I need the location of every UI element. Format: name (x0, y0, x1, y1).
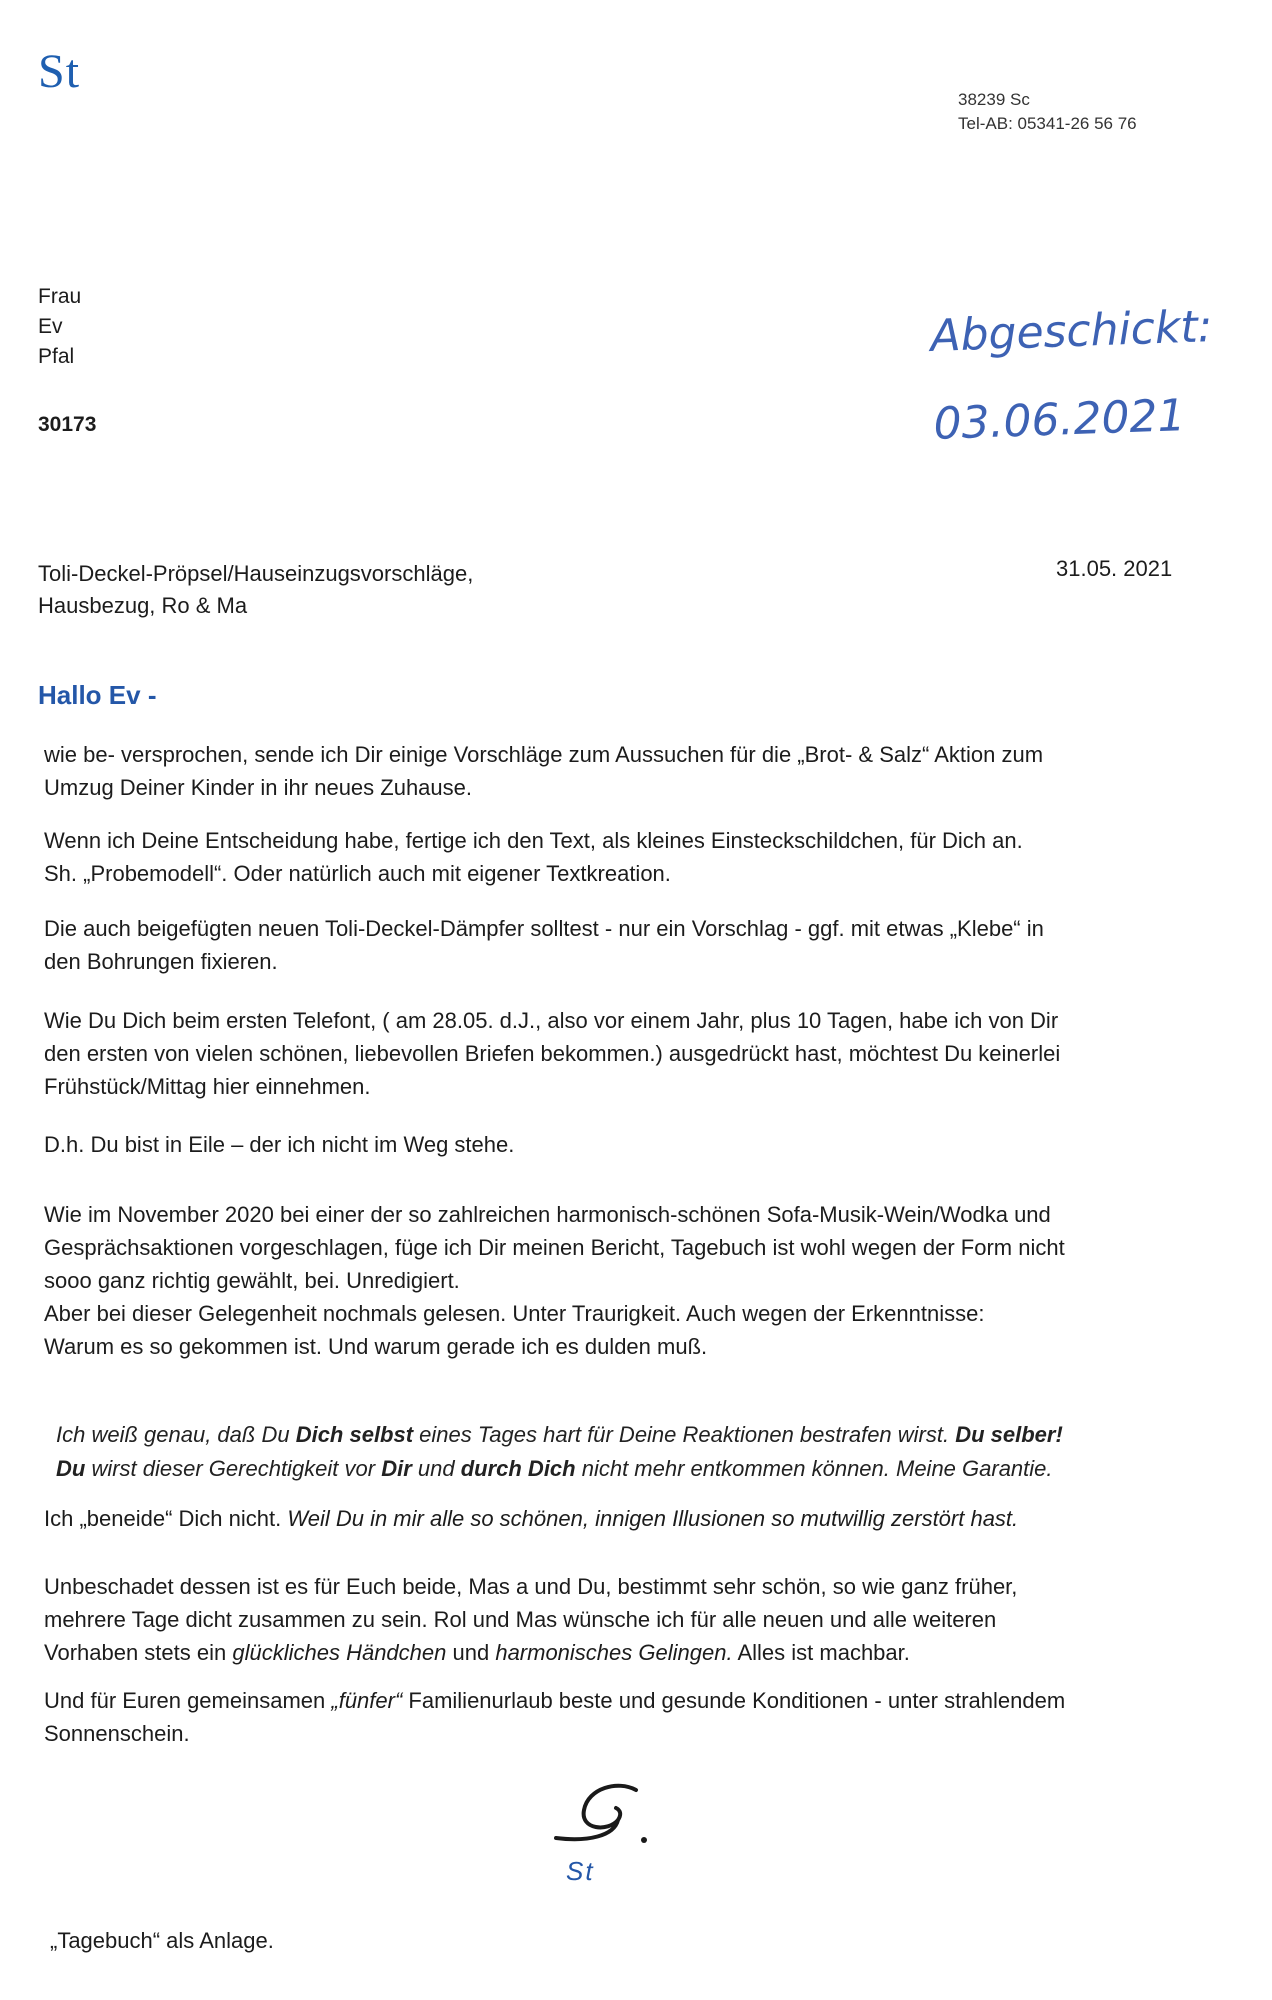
sender-address-line: 38239 Sc (958, 90, 1030, 109)
greeting: Hallo Ev - (38, 680, 157, 710)
text-line: Frühstück/Mittag hier einnehmen. (44, 1074, 371, 1099)
text-line: Wie im November 2020 bei einer der so zahlreichen harmonisch-schönen Sofa-Musik-Wein/Wodka und (44, 1202, 1051, 1227)
italic-text: glückliches Händchen (232, 1640, 447, 1665)
subject-line-1: Toli-Deckel-Pröpsel/Hauseinzugsvorschläge, (38, 561, 474, 586)
paragraph (44, 1502, 1224, 1535)
sender-phone: Tel-AB: 05341-26 56 76 (958, 114, 1137, 133)
text-line: Sonnenschein. (44, 1721, 190, 1746)
enclosure-note: „Tagebuch“ als Anlage. (50, 1928, 274, 1953)
quote-line-2 (56, 1452, 1226, 1486)
sender-address (958, 88, 1137, 136)
italic-text: Weil Du in mir alle so schönen, innigen Illusionen so mutwillig zerstört hast. (287, 1506, 1019, 1531)
paragraph (44, 1198, 1224, 1363)
handwritten-sent-note (929, 283, 1217, 469)
letter-date: 31.05. 2021 (1056, 556, 1173, 581)
recipient-salutation: Frau (38, 285, 82, 308)
text-line: mehrere Tage dicht zusammen zu sein. Rol und Mas wünsche ich für alle neuen und alle weiteren (44, 1607, 997, 1632)
quote-emphasis: Dich selbst (295, 1422, 414, 1447)
quote-text: nicht mehr entkommen können. Meine Garantie. (575, 1456, 1053, 1481)
recipient-address (38, 282, 96, 440)
subject-line (38, 558, 473, 622)
signature-icon (548, 1780, 668, 1860)
subject-line-2: Hausbezug, Ro & Ma (38, 593, 248, 618)
text-line: Sh. „Probemodell“. Oder natürlich auch mit eigener Textkreation. (44, 861, 671, 886)
text-span: Vorhaben stets ein (44, 1640, 233, 1665)
quote-line-1 (56, 1418, 1226, 1452)
text-line: den Bohrungen fixieren. (44, 949, 278, 974)
paragraph (44, 1004, 1224, 1103)
quote-emphasis: durch Dich (460, 1456, 576, 1481)
text-line: Wie Du Dich beim ersten Telefont, ( am 28.05. d.J., also vor einem Jahr, plus 10 Tagen, habe ich von Dir (44, 1008, 1059, 1033)
signature-name: St (566, 1856, 595, 1886)
paragraph (44, 824, 1224, 890)
text-line: Unbeschadet dessen ist es für Euch beide, Mas a und Du, bestimmt sehr schön, so wie ganz früher, (44, 1574, 1018, 1599)
sender-name: St (38, 45, 81, 98)
paragraph (44, 738, 1224, 804)
italic-text: harmonisches Gelingen. (495, 1640, 733, 1665)
recipient-name: Ev (38, 315, 63, 338)
quote-text: Ich weiß genau, daß Du (56, 1422, 296, 1447)
text-line (44, 1684, 1224, 1717)
text-line: den ersten von vielen schönen, liebevollen Briefen bekommen.) ausgedrückt hast, möchtest Du keinerlei (44, 1041, 1061, 1066)
text-span: Und für Euren gemeinsamen (44, 1688, 332, 1713)
quote-text: und (411, 1456, 461, 1481)
text-line: wie be- versprochen, sende ich Dir einige Vorschläge zum Aussuchen für die „Brot- & Salz“ Aktion zum (44, 742, 1044, 767)
text-line: Gesprächsaktionen vorgeschlagen, füge ich Dir meinen Bericht, Tagebuch ist wohl wegen der Form nicht (44, 1235, 1065, 1260)
quote-emphasis: Du selber! (955, 1422, 1063, 1447)
text-line: Wenn ich Deine Entscheidung habe, fertige ich den Text, als kleines Einsteckschildchen, für Dich an. (44, 828, 1023, 853)
paragraph: D.h. Du bist in Eile – der ich nicht im Weg stehe. (44, 1132, 515, 1157)
text-line: Die auch beigefügten neuen Toli-Deckel-Dämpfer solltest - nur ein Vorschlag - ggf. mit etwas „Klebe“ in (44, 916, 1044, 941)
paragraph (44, 1684, 1224, 1750)
text-span: und (446, 1640, 496, 1665)
paragraph (44, 1570, 1224, 1669)
recipient-zip: 30173 (38, 413, 97, 436)
text-line: Aber bei dieser Gelegenheit nochmals gelesen. Unter Traurigkeit. Auch wegen der Erkenntnisse: (44, 1301, 985, 1326)
quote-emphasis: Dir (381, 1456, 412, 1481)
text-line: Umzug Deiner Kinder in ihr neues Zuhause. (44, 775, 473, 800)
sent-label: Abgeschickt: (929, 301, 1214, 362)
italic-text: „fünfer“ (331, 1688, 403, 1713)
text-span: Ich „beneide“ Dich nicht. (44, 1506, 288, 1531)
recipient-street: Pfal (38, 345, 75, 368)
quote-text: wirst dieser Gerechtigkeit vor (85, 1456, 382, 1481)
sent-date: 03.06.2021 (932, 390, 1187, 450)
text-line (44, 1636, 1224, 1669)
quote-emphasis: Du (56, 1456, 86, 1481)
paragraph (44, 912, 1224, 978)
text-span: Alles ist machbar. (732, 1640, 910, 1665)
text-span: Familienurlaub beste und gesunde Konditionen - unter strahlendem (402, 1688, 1066, 1713)
italic-quote (56, 1418, 1226, 1486)
quote-text: eines Tages hart für Deine Reaktionen bestrafen wirst. (413, 1422, 956, 1447)
text-line: Warum es so gekommen ist. Und warum gerade ich es dulden muß. (44, 1334, 708, 1359)
text-line: sooo ganz richtig gewählt, bei. Unredigiert. (44, 1268, 460, 1293)
